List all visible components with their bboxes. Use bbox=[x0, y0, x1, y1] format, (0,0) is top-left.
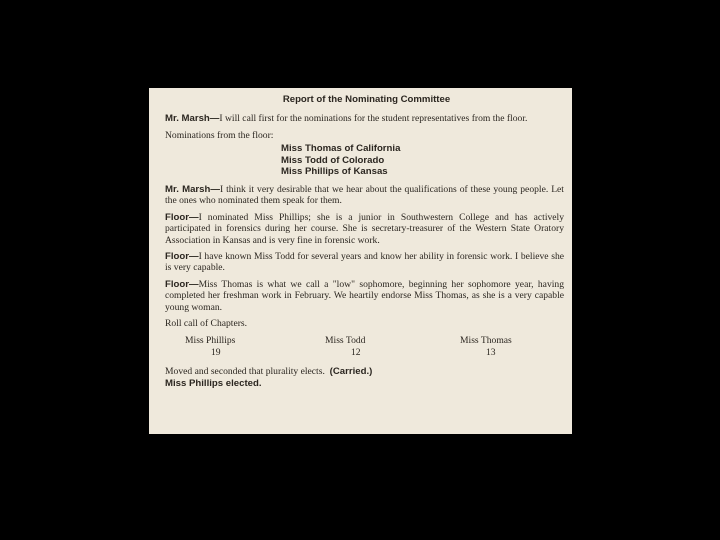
speaker-label: Mr. Marsh— bbox=[165, 113, 220, 125]
vote-count: 12 bbox=[351, 346, 361, 358]
speaker-label: Floor— bbox=[165, 251, 199, 263]
paragraph-text: I nominated Miss Phillips; she is a junior in Southwestern College and has actively participated in forensics during her course. She is secretary-treasurer of the Western State Oratory Association in Kansas and is very fine in forensic work. bbox=[165, 211, 564, 246]
motion-text: Moved and seconded that plurality elects. bbox=[165, 366, 325, 378]
nominee-item: Miss Phillips of Kansas bbox=[281, 166, 388, 178]
speaker-label: Floor— bbox=[165, 278, 199, 290]
speaker-label: Floor— bbox=[165, 211, 199, 223]
nominee-list bbox=[281, 143, 564, 178]
election-result: Miss Phillips elected. bbox=[165, 377, 262, 389]
tally-column bbox=[185, 335, 235, 358]
vote-tally bbox=[165, 335, 564, 361]
paragraph-motion bbox=[165, 366, 564, 377]
tally-column bbox=[325, 335, 365, 358]
candidate-name: Miss Thomas bbox=[460, 335, 512, 347]
paragraph-marsh-qualifications bbox=[165, 184, 564, 207]
speaker-label: Mr. Marsh— bbox=[165, 184, 220, 195]
paragraph-text: I will call first for the nominations for the student representatives from the floor. bbox=[219, 113, 528, 125]
candidate-name: Miss Phillips bbox=[185, 335, 236, 347]
paragraph-text: I have known Miss Todd for several years and know her ability in forensic work. I believe she is very capable. bbox=[165, 251, 564, 274]
paragraph-text: I think it very desirable that we hear about the qualifications of these young people. Let the ones who nominated them speak for them. bbox=[165, 184, 564, 207]
carried-label: (Carried.) bbox=[329, 366, 373, 378]
paragraph-marsh-call bbox=[165, 113, 564, 124]
paragraph-roll-call: Roll call of Chapters. bbox=[165, 318, 248, 330]
paragraph-nominations-heading: Nominations from the floor: bbox=[165, 129, 274, 141]
nominee-item: Miss Todd of Colorado bbox=[281, 154, 385, 166]
document-page bbox=[149, 88, 572, 434]
paragraph-text: Miss Thomas is what we call a "low" sophomore, beginning her sophomore year, having completed her freshman work in February. We heartily endorse Miss Thomas, as she is a very capable young woman. bbox=[165, 278, 564, 313]
paragraph-floor-phillips bbox=[165, 212, 564, 246]
paragraph-floor-thomas bbox=[165, 279, 564, 313]
paragraph-floor-todd bbox=[165, 251, 564, 274]
document-title: Report of the Nominating Committee bbox=[282, 94, 451, 105]
vote-count: 19 bbox=[211, 346, 221, 358]
candidate-name: Miss Todd bbox=[325, 335, 366, 347]
vote-count: 13 bbox=[486, 346, 496, 358]
nominee-item: Miss Thomas of California bbox=[281, 143, 401, 155]
tally-column bbox=[460, 335, 512, 358]
